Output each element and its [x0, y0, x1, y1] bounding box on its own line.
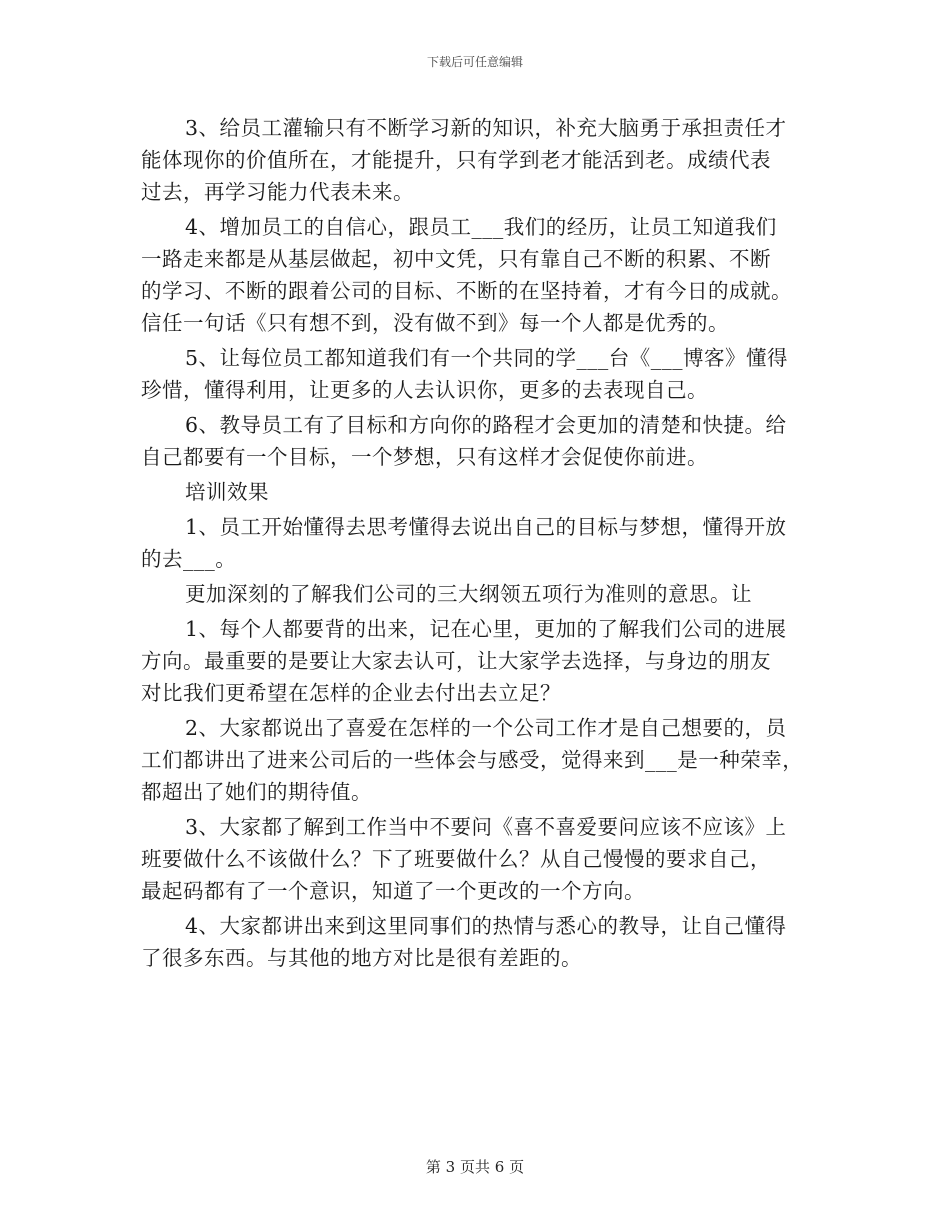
document-body — [141, 112, 811, 974]
paragraph-line: 的学习、不断的跟着公司的目标、不断的在坚持着，才有今日的成就。 — [141, 279, 792, 303]
page-header: 下载后可任意编辑 — [426, 55, 523, 69]
paragraph-line: 一路走来都是从基层做起，初中文凭，只有靠自己不断的积累、不断 — [141, 247, 771, 271]
paragraph-first-line: 2、大家都说出了喜爱在怎样的一个公司工作才是自己想要的，员 — [185, 716, 787, 740]
paragraph-first-line: 更加深刻的了解我们公司的三大纲领五项行为准则的意思。让 — [185, 582, 752, 606]
paragraph-first-line: 5、让每位员工都知道我们有一个共同的学___台《___博客》懂得 — [185, 346, 789, 370]
paragraph-line: 信任一句话《只有想不到，没有做不到》每一个人都是优秀的。 — [141, 311, 729, 335]
paragraph-line: 班要做什么不该做什么？下了班要做什么？从自己慢慢的要求自己， — [141, 847, 771, 871]
paragraph-line: 最起码都有了一个意识，知道了一个更改的一个方向。 — [141, 879, 645, 903]
paragraph-first-line: 3、给员工灌输只有不断学习新的知识，补充大脑勇于承担责任才 — [185, 116, 787, 140]
paragraph-first-line: 培训效果 — [185, 480, 269, 504]
paragraph-line: 对比我们更希望在怎样的企业去付出去立足？ — [141, 681, 561, 705]
paragraph-first-line: 4、大家都讲出来到这里同事们的热情与悉心的教导，让自己懂得 — [185, 914, 787, 938]
paragraph-line: 了很多东西。与其他的地方对比是很有差距的。 — [141, 946, 582, 970]
paragraph-line: 过去，再学习能力代表未来。 — [141, 180, 414, 204]
paragraph-line: 珍惜，懂得利用，让更多的人去认识你，更多的去表现自己。 — [141, 378, 708, 402]
paragraph-line: 能体现你的价值所在，才能提升，只有学到老才能活到老。成绩代表 — [141, 148, 771, 172]
page-footer: 第 3 页共 6 页 — [425, 1158, 525, 1176]
paragraph-first-line: 3、大家都了解到工作当中不要问《喜不喜爱要问应该不应该》上 — [185, 815, 787, 839]
paragraph-line: 的去___。 — [141, 547, 237, 571]
paragraph-first-line: 6、教导员工有了目标和方向你的路程才会更加的清楚和快捷。给 — [185, 413, 787, 437]
paragraph-line: 自己都要有一个目标，一个梦想，只有这样才会促使你前进。 — [141, 445, 708, 469]
paragraph-first-line: 4、增加员工的自信心，跟员工___我们的经历，让员工知道我们 — [185, 215, 777, 239]
paragraph-first-line: 1、每个人都要背的出来，记在心里，更加的了解我们公司的进展 — [185, 617, 787, 641]
paragraph-first-line: 1、员工开始懂得去思考懂得去说出自己的目标与梦想，懂得开放 — [185, 515, 787, 539]
paragraph-line: 方向。最重要的是要让大家去认可，让大家学去选择，与身边的朋友 — [141, 649, 771, 673]
paragraph-line: 工们都讲出了进来公司后的一些体会与感受，觉得来到___是一种荣幸， — [141, 748, 804, 772]
paragraph-line: 都超出了她们的期待值。 — [141, 780, 372, 804]
